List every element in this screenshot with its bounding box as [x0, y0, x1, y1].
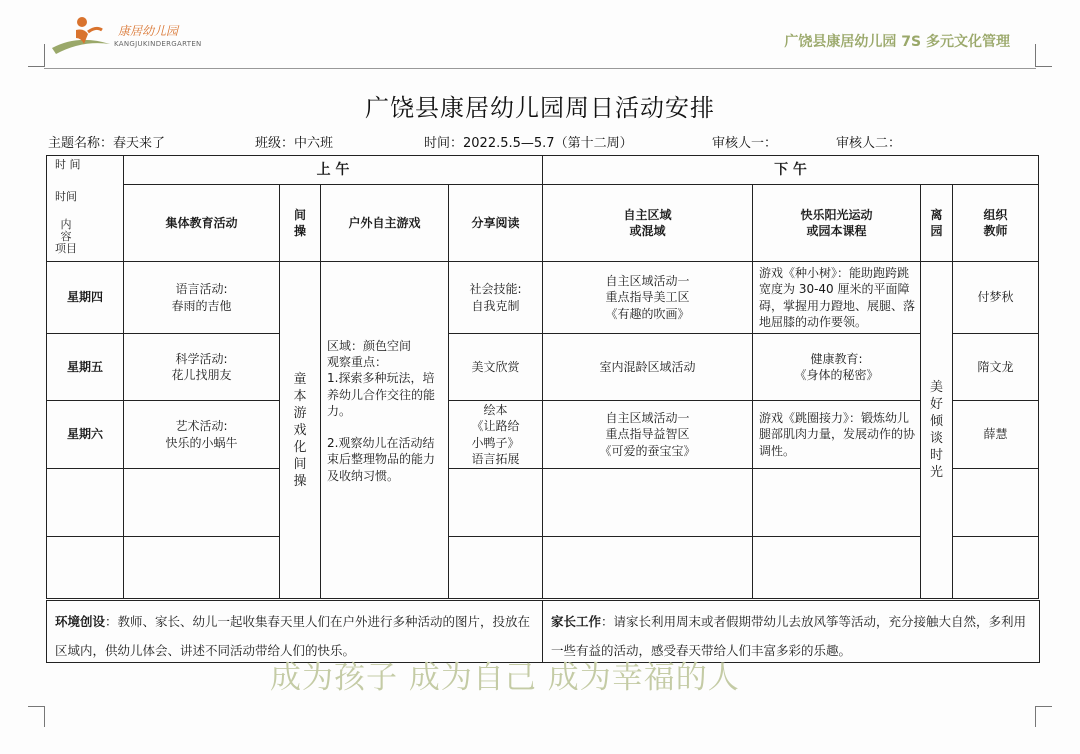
- class-name: 班级：中六班: [255, 136, 334, 151]
- empty-cell: [543, 537, 753, 599]
- empty-cell: [449, 537, 543, 599]
- group-activity-cell: 语言活动: 春雨的吉他: [124, 262, 280, 334]
- environment-setup-text: ：教师、家长、幼儿一起收集春天里人们在户外进行多种活动的图片，投放在区域内，供幼儿体会、讲述不同活动带给人们的快乐。: [55, 614, 531, 658]
- corner-label-time-top: 时 间: [55, 157, 81, 171]
- col-break-exercise: 间 操: [280, 185, 321, 262]
- leave-activity-cell: 美 好 倾 谈 时 光: [921, 262, 953, 599]
- reading-cell: 社会技能: 自我克制: [449, 262, 543, 334]
- table-row: [47, 262, 1039, 334]
- corner-label-time: 时间: [55, 189, 77, 203]
- table-row: [47, 401, 1039, 469]
- teacher-cell: 付梦秋: [953, 262, 1039, 334]
- theme-name: 主题名称：春天来了: [48, 136, 166, 151]
- col-group-activity: 集体教育活动: [124, 185, 280, 262]
- slogan-watermark: 成为孩子 成为自己 成为幸福的人: [270, 660, 740, 696]
- empty-cell: [47, 537, 124, 599]
- empty-cell: [543, 469, 753, 537]
- corner-label-content: 内 容 项目: [55, 217, 77, 255]
- day-label: 星期五: [47, 334, 124, 401]
- col-outdoor-game: 户外自主游戏: [321, 185, 449, 262]
- logo-subtitle: KANGJUKINDERGARTEN: [114, 40, 202, 48]
- morning-header: 上 午: [124, 156, 543, 185]
- empty-cell: [953, 469, 1039, 537]
- empty-cell: [753, 469, 921, 537]
- group-activity-cell: 科学活动: 花儿找朋友: [124, 334, 280, 401]
- logo-name: 康居幼儿园: [118, 24, 179, 38]
- col-area-activity: 自主区域 或混域: [543, 185, 753, 262]
- logo-swoosh-icon: [48, 14, 118, 58]
- day-label: 星期四: [47, 262, 124, 334]
- environment-setup-label: 环境创设: [55, 614, 106, 629]
- crop-mark-bottom-right: [1035, 706, 1052, 727]
- crop-mark-bottom-left: [28, 706, 45, 727]
- col-shared-reading: 分享阅读: [449, 185, 543, 262]
- parent-work-text: ：请家长利用周末或者假期带幼儿去放风筝等活动，充分接触大自然，多利用一些有益的活动，感受春天带给人们丰富多彩的乐趣。: [551, 614, 1027, 658]
- empty-cell: [953, 537, 1039, 599]
- crop-mark-top-left: [28, 44, 45, 67]
- sport-activity-cell: 游戏《跳圈接力》：锻炼幼儿腿部肌肉力量，发展动作的协调性。: [753, 401, 921, 469]
- crop-mark-top-right: [1035, 44, 1052, 67]
- teacher-cell: 隋文龙: [953, 334, 1039, 401]
- sport-activity-cell: 游戏《种小树》：能助跑跨跳宽度为 30-40 厘米的平面障碍，掌握用力蹬地、展腿、落地屈膝的动作要领。: [753, 262, 921, 334]
- schedule-table: [46, 155, 1039, 599]
- col-teacher: 组织 教师: [953, 185, 1039, 262]
- area-activity-cell: 室内混龄区域活动: [543, 334, 753, 401]
- day-label: 星期六: [47, 401, 124, 469]
- reading-cell: 绘本 《让路给 小鸭子》 语言拓展: [449, 401, 543, 469]
- empty-cell: [47, 469, 124, 537]
- area-activity-cell: 自主区域活动一 重点指导益智区 《可爱的蚕宝宝》: [543, 401, 753, 469]
- area-activity-cell: 自主区域活动一 重点指导美工区 《有趣的吹画》: [543, 262, 753, 334]
- table-row-empty: [47, 537, 1039, 599]
- outdoor-activity-cell: 区域：颜色空间 观察重点： 1.探索多种玩法，培养幼儿合作交往的能力。 2.观察幼儿在活动结束后整理物品的能力及收纳习惯。: [321, 262, 449, 599]
- empty-cell: [124, 537, 280, 599]
- break-activity-cell: 童 本 游 戏 化 间 操: [280, 262, 321, 599]
- document-title: 广饶县康居幼儿园周日活动安排: [365, 94, 715, 122]
- parent-work-label: 家长工作: [551, 614, 602, 629]
- table-row: [47, 334, 1039, 401]
- date-range: 时间：2022.5.5—5.7（第十二周）: [424, 136, 633, 151]
- empty-cell: [124, 469, 280, 537]
- reviewer-one: 审核人一：: [712, 136, 778, 151]
- table-row-empty: [47, 469, 1039, 537]
- col-leave: 离 园: [921, 185, 953, 262]
- col-sport-course: 快乐阳光运动 或园本课程: [753, 185, 921, 262]
- afternoon-header: 下 午: [543, 156, 1039, 185]
- reviewer-two: 审核人二：: [836, 136, 902, 151]
- kindergarten-logo: [48, 14, 202, 58]
- reading-cell: 美文欣赏: [449, 334, 543, 401]
- header-divider: [44, 68, 1036, 69]
- group-activity-cell: 艺术活动: 快乐的小蜗牛: [124, 401, 280, 469]
- header-title: 广饶县康居幼儿园 7S 多元文化管理: [784, 34, 1010, 50]
- empty-cell: [753, 537, 921, 599]
- empty-cell: [449, 469, 543, 537]
- corner-header-cell: [47, 156, 124, 262]
- sport-activity-cell: 健康教育: 《身体的秘密》: [753, 334, 921, 401]
- teacher-cell: 薛慧: [953, 401, 1039, 469]
